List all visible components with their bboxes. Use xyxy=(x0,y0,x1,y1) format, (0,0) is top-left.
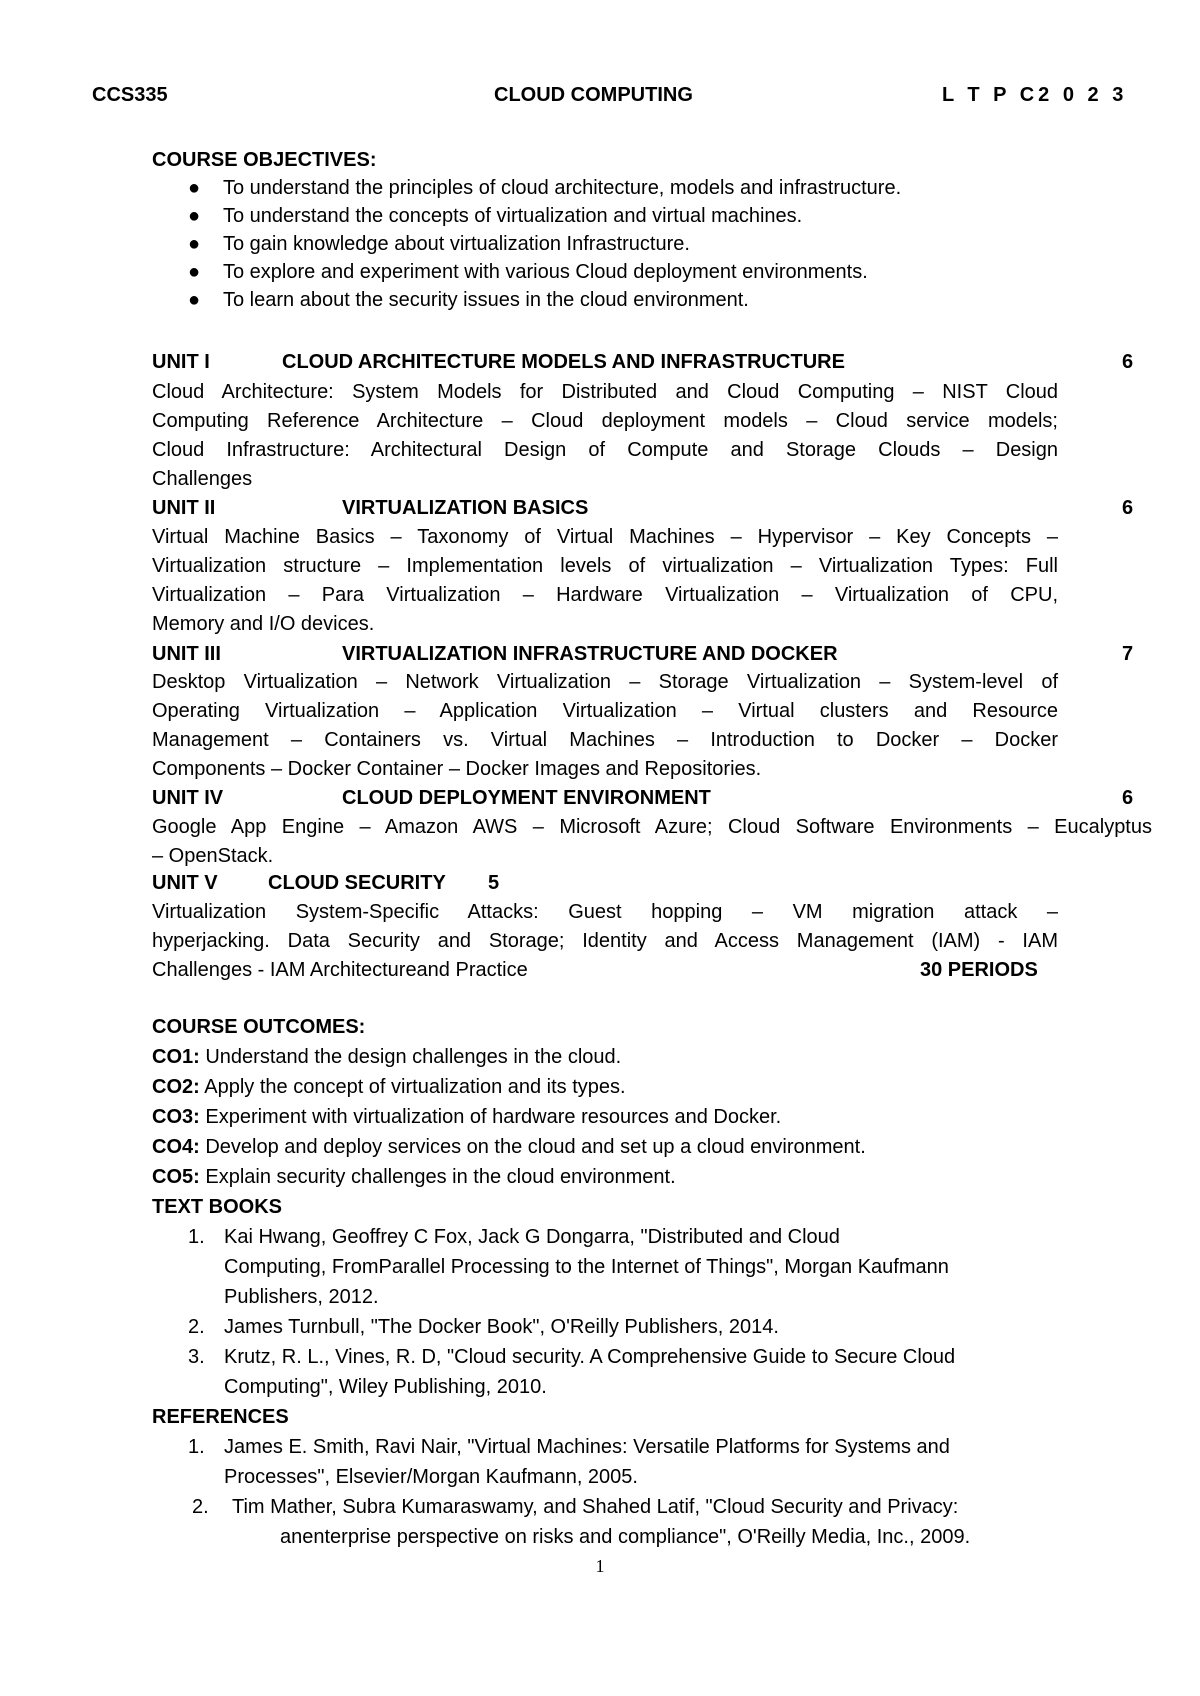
course-title: CLOUD COMPUTING xyxy=(494,84,693,106)
unit-hours: 6 xyxy=(1122,787,1134,809)
textbook-line: Computing", Wiley Publishing, 2010. xyxy=(224,1376,547,1398)
unit-text-line: Cloud Infrastructure: Architectural Design of Compute and Storage Clouds – Design xyxy=(152,439,1058,461)
list-number: 2. xyxy=(192,1496,209,1518)
list-number: 2. xyxy=(188,1316,205,1338)
unit-text-line: Virtual Machine Basics – Taxonomy of Virtual Machines – Hypervisor – Key Concepts – xyxy=(152,526,1058,548)
unit-text-line: Management – Containers vs. Virtual Machines – Introduction to Docker – Docker xyxy=(152,729,1058,751)
bullet-icon: ● xyxy=(187,177,201,199)
unit-text-line: Virtualization – Para Virtualization – Hardware Virtualization – Virtualization of CPU, xyxy=(152,584,1058,606)
unit-heading xyxy=(152,494,1152,522)
objectives-heading: COURSE OBJECTIVES: xyxy=(152,149,377,171)
outcome-code: CO1: xyxy=(152,1046,200,1068)
unit-text-line: Computing Reference Architecture – Cloud deployment models – Cloud service models; xyxy=(152,410,1058,432)
unit-text-line: hyperjacking. Data Security and Storage; Identity and Access Management (IAM) - IAM xyxy=(152,930,1058,952)
outcome-code: CO3: xyxy=(152,1106,200,1128)
outcome-code: CO4: xyxy=(152,1136,200,1158)
unit-title: CLOUD SECURITY xyxy=(268,872,446,894)
unit-text-line: Memory and I/O devices. xyxy=(152,613,375,635)
unit-text-line: – OpenStack. xyxy=(152,845,274,867)
reference-line: anenterprise perspective on risks and compliance", O'Reilly Media, Inc., 2009. xyxy=(280,1526,971,1548)
textbook-line: Publishers, 2012. xyxy=(224,1286,379,1308)
unit-label: UNIT V xyxy=(152,872,218,894)
unit-hours: 5 xyxy=(488,872,500,894)
page-number: 1 xyxy=(595,1556,605,1576)
document-page: CCS335 CLOUD COMPUTING L T P C2 0 2 3 COURSE OBJECTIVES: ● To understand the principles of cloud architecture, models and infrastructure. ● To understand the concepts of virtualization and virtual machines. ● To gain knowledge about virtualization Infrastructure. ● To explore and experiment with various Cloud deployment environments. ● To learn about the security issues in the cloud environment. UNIT I CLOUD ARCHITECTURE MODELS AND INFRASTRUCTURE 6 Cloud Architecture: System Models for Distributed and Cloud Computing – NIST Cloud Computing Reference Architecture – Cloud deployment models – Cloud service models; Cloud Infrastructure: Architectural Design of Compute and Storage Clouds – Design Challenges UNIT II VIRTUALIZATION BASICS 6 Virtual Machine Basics – Taxonomy of Virtual Machines – Hypervisor – Key Concepts – Virtualization structure – Implementation levels of virtualization – Virtualization Types: Full Virtualization – Para Virtualization – Hardware Virtualization – Virtualization of CPU, Memory and I/O devices. UNIT III VIRTUALIZATION INFRASTRUCTURE AND DOCKER 7 Desktop Virtualization – Network Virtualization – Storage Virtualization – System-level of Operating Virtualization – Application Virtualization – Virtual clusters and Resource Management – Containers vs. Virtual Machines – Introduction to Docker – Docker Components – Docker Container – Docker Images and Repositories. UNIT IV CLOUD DEPLOYMENT ENVIRONMENT 6 Google App Engine – Amazon AWS – Microsoft Azure; Cloud Software Environments – Eucalyptus – OpenStack. UNIT V CLOUD SECURITY 5 Virtualization System-Specific Attacks: Guest hopping – VM migration attack – hyperjacking. Data Security and Storage; Identity and Access Management (IAM) - IAM Challenges - IAM Architectureand Practice 30 PERIODS COURSE OUTCOMES: CO1: Understand the design challenges in the cloud. CO2: Apply the concept of virtualization and its types. CO3: Experiment with virtualization of hardware resources and Docker. CO4: Develop and deploy services on the cloud and set up a cloud environment. CO5: Explain security challenges in the cloud environment. TEXT BOOKS 1. Kai Hwang, Geoffrey C Fox, Jack G Dongarra, "Distributed and Cloud Computing, FromParallel Processing to the Internet of Things", Morgan Kaufmann Publishers, 2012. 2. James Turnbull, "The Docker Book", O'Reilly Publishers, 2014. 3. Krutz, R. L., Vines, R. D, "Cloud security. A Comprehensive Guide to Secure Cloud Computing", Wiley Publishing, 2010. REFERENCES 1. James E. Smith, Ravi Nair, "Virtual Machines: Versatile Platforms for Systems and Processes", Elsevier/Morgan Kaufmann, 2005. 2. Tim Mather, Subra Kumaraswamy, and Shahed Latif, "Cloud Security and Privacy: anenterprise perspective on risks and compliance", O'Reilly Media, Inc., 2009. 1 xyxy=(0,0,1200,1696)
textbook-line: Computing, FromParallel Processing to the Internet of Things", Morgan Kaufmann xyxy=(224,1256,949,1278)
total-periods: 30 PERIODS xyxy=(920,959,1038,981)
unit-heading xyxy=(152,348,1152,376)
list-number: 1. xyxy=(188,1436,205,1458)
outcome-code: CO2: xyxy=(152,1076,200,1098)
unit-label: UNIT IV xyxy=(152,787,224,809)
reference-line: James E. Smith, Ravi Nair, "Virtual Machines: Versatile Platforms for Systems and xyxy=(224,1436,950,1458)
unit-title: CLOUD ARCHITECTURE MODELS AND INFRASTRUCTURE xyxy=(282,351,845,373)
bullet-icon: ● xyxy=(187,233,201,255)
unit-label: UNIT II xyxy=(152,497,216,519)
unit-label: UNIT I xyxy=(152,351,210,373)
references-heading: REFERENCES xyxy=(152,1406,289,1428)
ltpc-credits: L T P C2 0 2 3 xyxy=(942,84,1128,106)
unit-heading xyxy=(152,869,1152,897)
outcome-item: CO4: Develop and deploy services on the cloud and set up a cloud environment. xyxy=(152,1136,866,1158)
bullet-icon: ● xyxy=(187,261,201,283)
unit-title: VIRTUALIZATION INFRASTRUCTURE AND DOCKER xyxy=(342,643,838,665)
textbook-line: James Turnbull, "The Docker Book", O'Reilly Publishers, 2014. xyxy=(224,1316,779,1338)
unit-text-line: Challenges xyxy=(152,468,253,490)
outcome-item: CO2: Apply the concept of virtualization and its types. xyxy=(152,1076,626,1098)
outcome-code: CO5: xyxy=(152,1166,200,1188)
unit-title: VIRTUALIZATION BASICS xyxy=(342,497,589,519)
unit-text-line: Desktop Virtualization – Network Virtualization – Storage Virtualization – System-level of xyxy=(152,671,1058,693)
unit-text-line: Virtualization structure – Implementation levels of virtualization – Virtualization Types: Full xyxy=(152,555,1058,577)
bullet-icon: ● xyxy=(187,205,201,227)
unit-hours: 6 xyxy=(1122,351,1134,373)
unit-text-line: Cloud Architecture: System Models for Distributed and Cloud Computing – NIST Cloud xyxy=(152,381,1058,403)
textbooks-heading: TEXT BOOKS xyxy=(152,1196,283,1218)
unit-text-line: Virtualization System-Specific Attacks: Guest hopping – VM migration attack – xyxy=(152,901,1058,923)
unit-hours: 7 xyxy=(1122,643,1134,665)
unit-heading xyxy=(152,640,1152,668)
outcome-item: CO3: Experiment with virtualization of hardware resources and Docker. xyxy=(152,1106,782,1128)
outcome-item: CO5: Explain security challenges in the cloud environment. xyxy=(152,1166,676,1188)
course-code: CCS335 xyxy=(92,84,168,106)
unit-hours: 6 xyxy=(1122,497,1134,519)
unit-text-line: Components – Docker Container – Docker Images and Repositories. xyxy=(152,758,762,780)
unit-heading xyxy=(152,784,1152,812)
unit-label: UNIT III xyxy=(152,643,221,665)
outcome-item: CO1: Understand the design challenges in the cloud. xyxy=(152,1046,622,1068)
reference-line: Tim Mather, Subra Kumaraswamy, and Shahed Latif, "Cloud Security and Privacy: xyxy=(232,1496,959,1518)
unit-text-line: Challenges - IAM Architectureand Practice xyxy=(152,959,528,981)
list-number: 1. xyxy=(188,1226,205,1248)
outcomes-heading: COURSE OUTCOMES: xyxy=(152,1016,366,1038)
bullet-icon: ● xyxy=(187,289,201,311)
unit-title: CLOUD DEPLOYMENT ENVIRONMENT xyxy=(342,787,711,809)
textbook-line: Kai Hwang, Geoffrey C Fox, Jack G Dongarra, "Distributed and Cloud xyxy=(224,1226,840,1248)
reference-line: Processes", Elsevier/Morgan Kaufmann, 2005. xyxy=(224,1466,638,1488)
unit-text-line: Operating Virtualization – Application Virtualization – Virtual clusters and Resource xyxy=(152,700,1058,722)
unit-text-line: Google App Engine – Amazon AWS – Microsoft Azure; Cloud Software Environments – Eucalyptus xyxy=(152,816,1152,838)
textbook-line: Krutz, R. L., Vines, R. D, "Cloud security. A Comprehensive Guide to Secure Cloud xyxy=(224,1346,956,1368)
list-number: 3. xyxy=(188,1346,205,1368)
